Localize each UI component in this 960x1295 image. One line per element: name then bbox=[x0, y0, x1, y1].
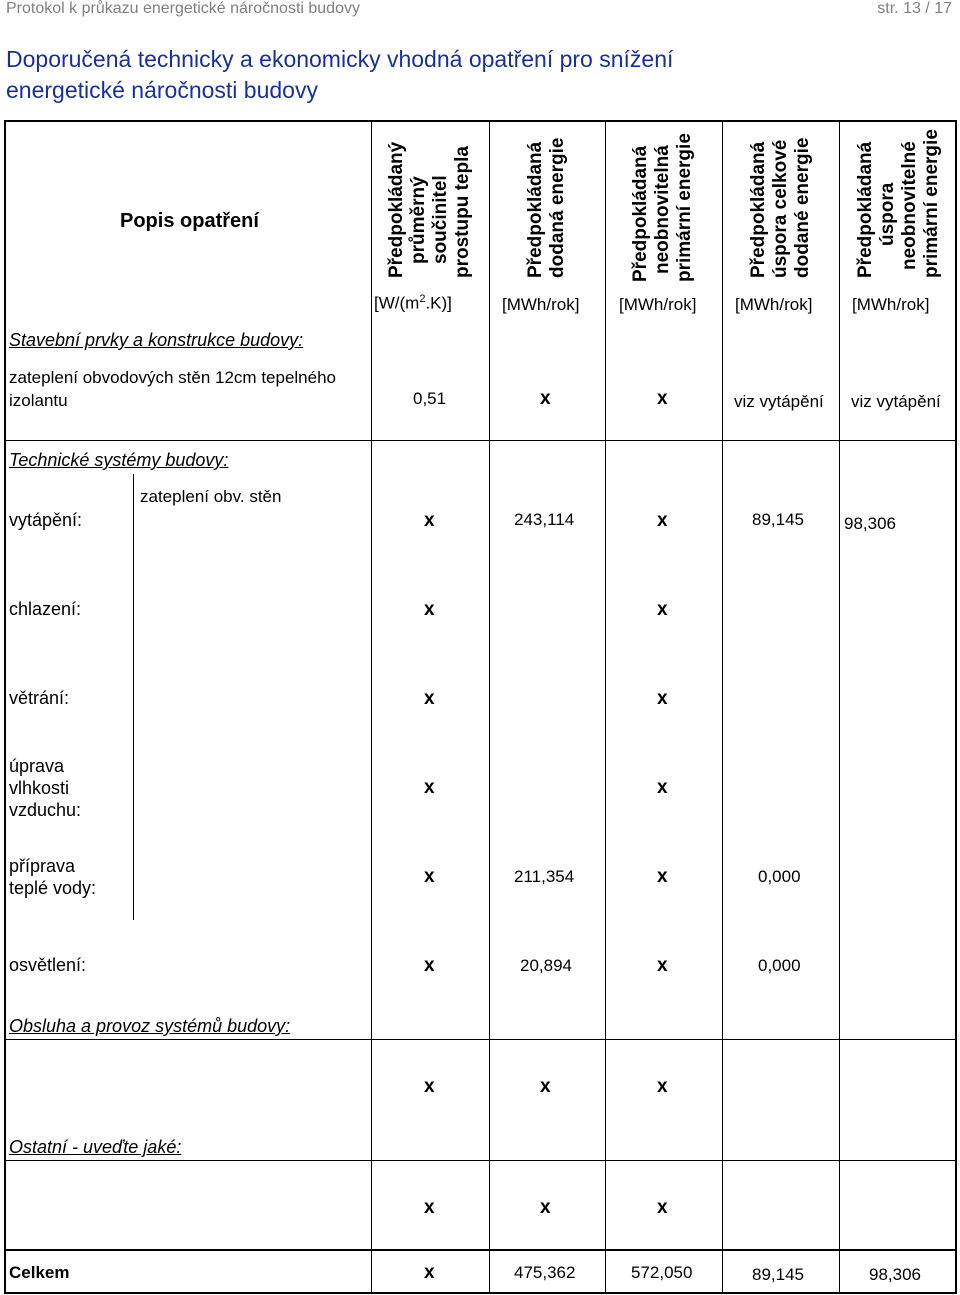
section-technical-systems: Technické systémy budovy: bbox=[9, 450, 229, 470]
total-label: Celkem bbox=[9, 1263, 70, 1282]
column-header-u-value bbox=[386, 142, 474, 278]
section-building-elements: Stavební prvky a konstrukce budovy: bbox=[9, 330, 304, 350]
unit-superscript: 2 bbox=[419, 293, 426, 305]
header-line: prostupu tepla bbox=[452, 146, 473, 278]
other-u: x bbox=[424, 1197, 435, 1218]
page-title bbox=[6, 44, 906, 106]
hot-water-primary: x bbox=[657, 866, 668, 887]
header-line: Předpokládaná bbox=[855, 141, 876, 278]
heating-u: x bbox=[424, 510, 435, 531]
header-line: součinitel bbox=[430, 175, 451, 264]
heating-savings-primary: 98,306 bbox=[844, 514, 896, 533]
system-label-humidity bbox=[9, 755, 81, 821]
system-label-ventilation: větrání: bbox=[9, 688, 70, 708]
insulation-savings-primary: viz vytápění bbox=[851, 392, 941, 411]
title-line-1: Doporučená technicky a ekonomicky vhodná opatření pro snížení bbox=[6, 46, 674, 72]
document-header-title: Protokol k průkazu energetické náročnosti budovy bbox=[6, 0, 360, 17]
header-line: Předpokládaný bbox=[386, 141, 407, 278]
header-line: průměrný bbox=[408, 176, 429, 264]
unit-text: [W/(m bbox=[374, 293, 420, 313]
label-line: úprava bbox=[9, 756, 65, 776]
header-line: neobnovitelná bbox=[652, 145, 673, 274]
cooling-primary: x bbox=[657, 599, 668, 620]
header-line: dodaná energie bbox=[547, 137, 568, 278]
header-line: dodané energie bbox=[792, 137, 813, 278]
lighting-savings-delivered: 0,000 bbox=[758, 956, 801, 975]
humidity-u: x bbox=[424, 777, 435, 798]
system-label-lighting: osvětlení: bbox=[9, 955, 87, 975]
label-line: teplé vody: bbox=[9, 878, 97, 898]
column-header-delivered-savings bbox=[748, 138, 814, 278]
other-delivered: x bbox=[540, 1197, 551, 1218]
column-header-primary-savings bbox=[855, 129, 943, 278]
total-u: x bbox=[424, 1262, 435, 1283]
other-primary: x bbox=[657, 1197, 668, 1218]
title-line-2: energetické náročnosti budovy bbox=[6, 77, 318, 103]
insulation-primary: x bbox=[657, 388, 668, 409]
column-header-delivered-energy bbox=[525, 138, 569, 278]
label-line: vzduchu: bbox=[9, 800, 82, 820]
hot-water-delivered: 211,354 bbox=[514, 867, 575, 886]
page-number: str. 13 / 17 bbox=[877, 0, 952, 17]
total-savings-delivered: 89,145 bbox=[752, 1265, 804, 1284]
total-savings-primary: 98,306 bbox=[869, 1265, 921, 1284]
header-line: Předpokládaná bbox=[748, 141, 769, 278]
system-label-hot-water bbox=[9, 855, 96, 899]
unit-delivered: [MWh/rok] bbox=[502, 295, 580, 314]
unit-savings-delivered: [MWh/rok] bbox=[735, 295, 813, 314]
header-line: neobnovitelné bbox=[899, 141, 920, 270]
measure-insulation-line2: izolantu bbox=[9, 391, 68, 410]
header-line: úspora bbox=[877, 182, 898, 246]
ventilation-primary: x bbox=[657, 688, 668, 709]
hot-water-u: x bbox=[424, 866, 435, 887]
heating-measure-desc: zateplení obv. stěn bbox=[140, 487, 282, 506]
heating-savings-delivered: 89,145 bbox=[752, 510, 804, 529]
total-primary: 572,050 bbox=[631, 1263, 693, 1282]
lighting-u: x bbox=[424, 955, 435, 976]
header-line: Předpokládaná bbox=[525, 141, 546, 278]
operation-u: x bbox=[424, 1076, 435, 1097]
system-label-cooling: chlazení: bbox=[9, 599, 82, 619]
unit-u-value bbox=[374, 293, 452, 314]
heating-primary: x bbox=[657, 510, 668, 531]
column-header-primary-energy bbox=[630, 133, 696, 282]
hot-water-savings-delivered: 0,000 bbox=[758, 867, 801, 886]
system-label-heating: vytápění: bbox=[9, 510, 83, 530]
section-other: Ostatní - uveďte jaké: bbox=[9, 1137, 182, 1157]
description-column-header: Popis opatření bbox=[120, 210, 259, 232]
header-line: primární energie bbox=[921, 129, 942, 278]
header-line: Předpokládaná bbox=[630, 145, 651, 282]
header-line: úspora celkové bbox=[770, 139, 791, 278]
insulation-savings-delivered: viz vytápění bbox=[734, 392, 824, 411]
label-line: příprava bbox=[9, 856, 76, 876]
unit-savings-primary: [MWh/rok] bbox=[852, 295, 930, 314]
section-operation: Obsluha a provoz systémů budovy: bbox=[9, 1016, 291, 1036]
insulation-delivered: x bbox=[540, 388, 551, 409]
ventilation-u: x bbox=[424, 688, 435, 709]
cooling-u: x bbox=[424, 599, 435, 620]
heating-delivered: 243,114 bbox=[514, 510, 575, 529]
lighting-primary: x bbox=[657, 955, 668, 976]
unit-primary: [MWh/rok] bbox=[619, 295, 697, 314]
total-delivered: 475,362 bbox=[514, 1263, 576, 1282]
unit-text: .K)] bbox=[425, 293, 452, 313]
operation-delivered: x bbox=[540, 1076, 551, 1097]
operation-primary: x bbox=[657, 1076, 668, 1097]
label-line: vlhkosti bbox=[9, 778, 70, 798]
header-line: primární energie bbox=[674, 133, 695, 282]
insulation-u-value: 0,51 bbox=[413, 389, 447, 408]
lighting-delivered: 20,894 bbox=[520, 956, 572, 975]
humidity-primary: x bbox=[657, 777, 668, 798]
measure-insulation-line1: zateplení obvodových stěn 12cm tepelného bbox=[9, 368, 337, 387]
